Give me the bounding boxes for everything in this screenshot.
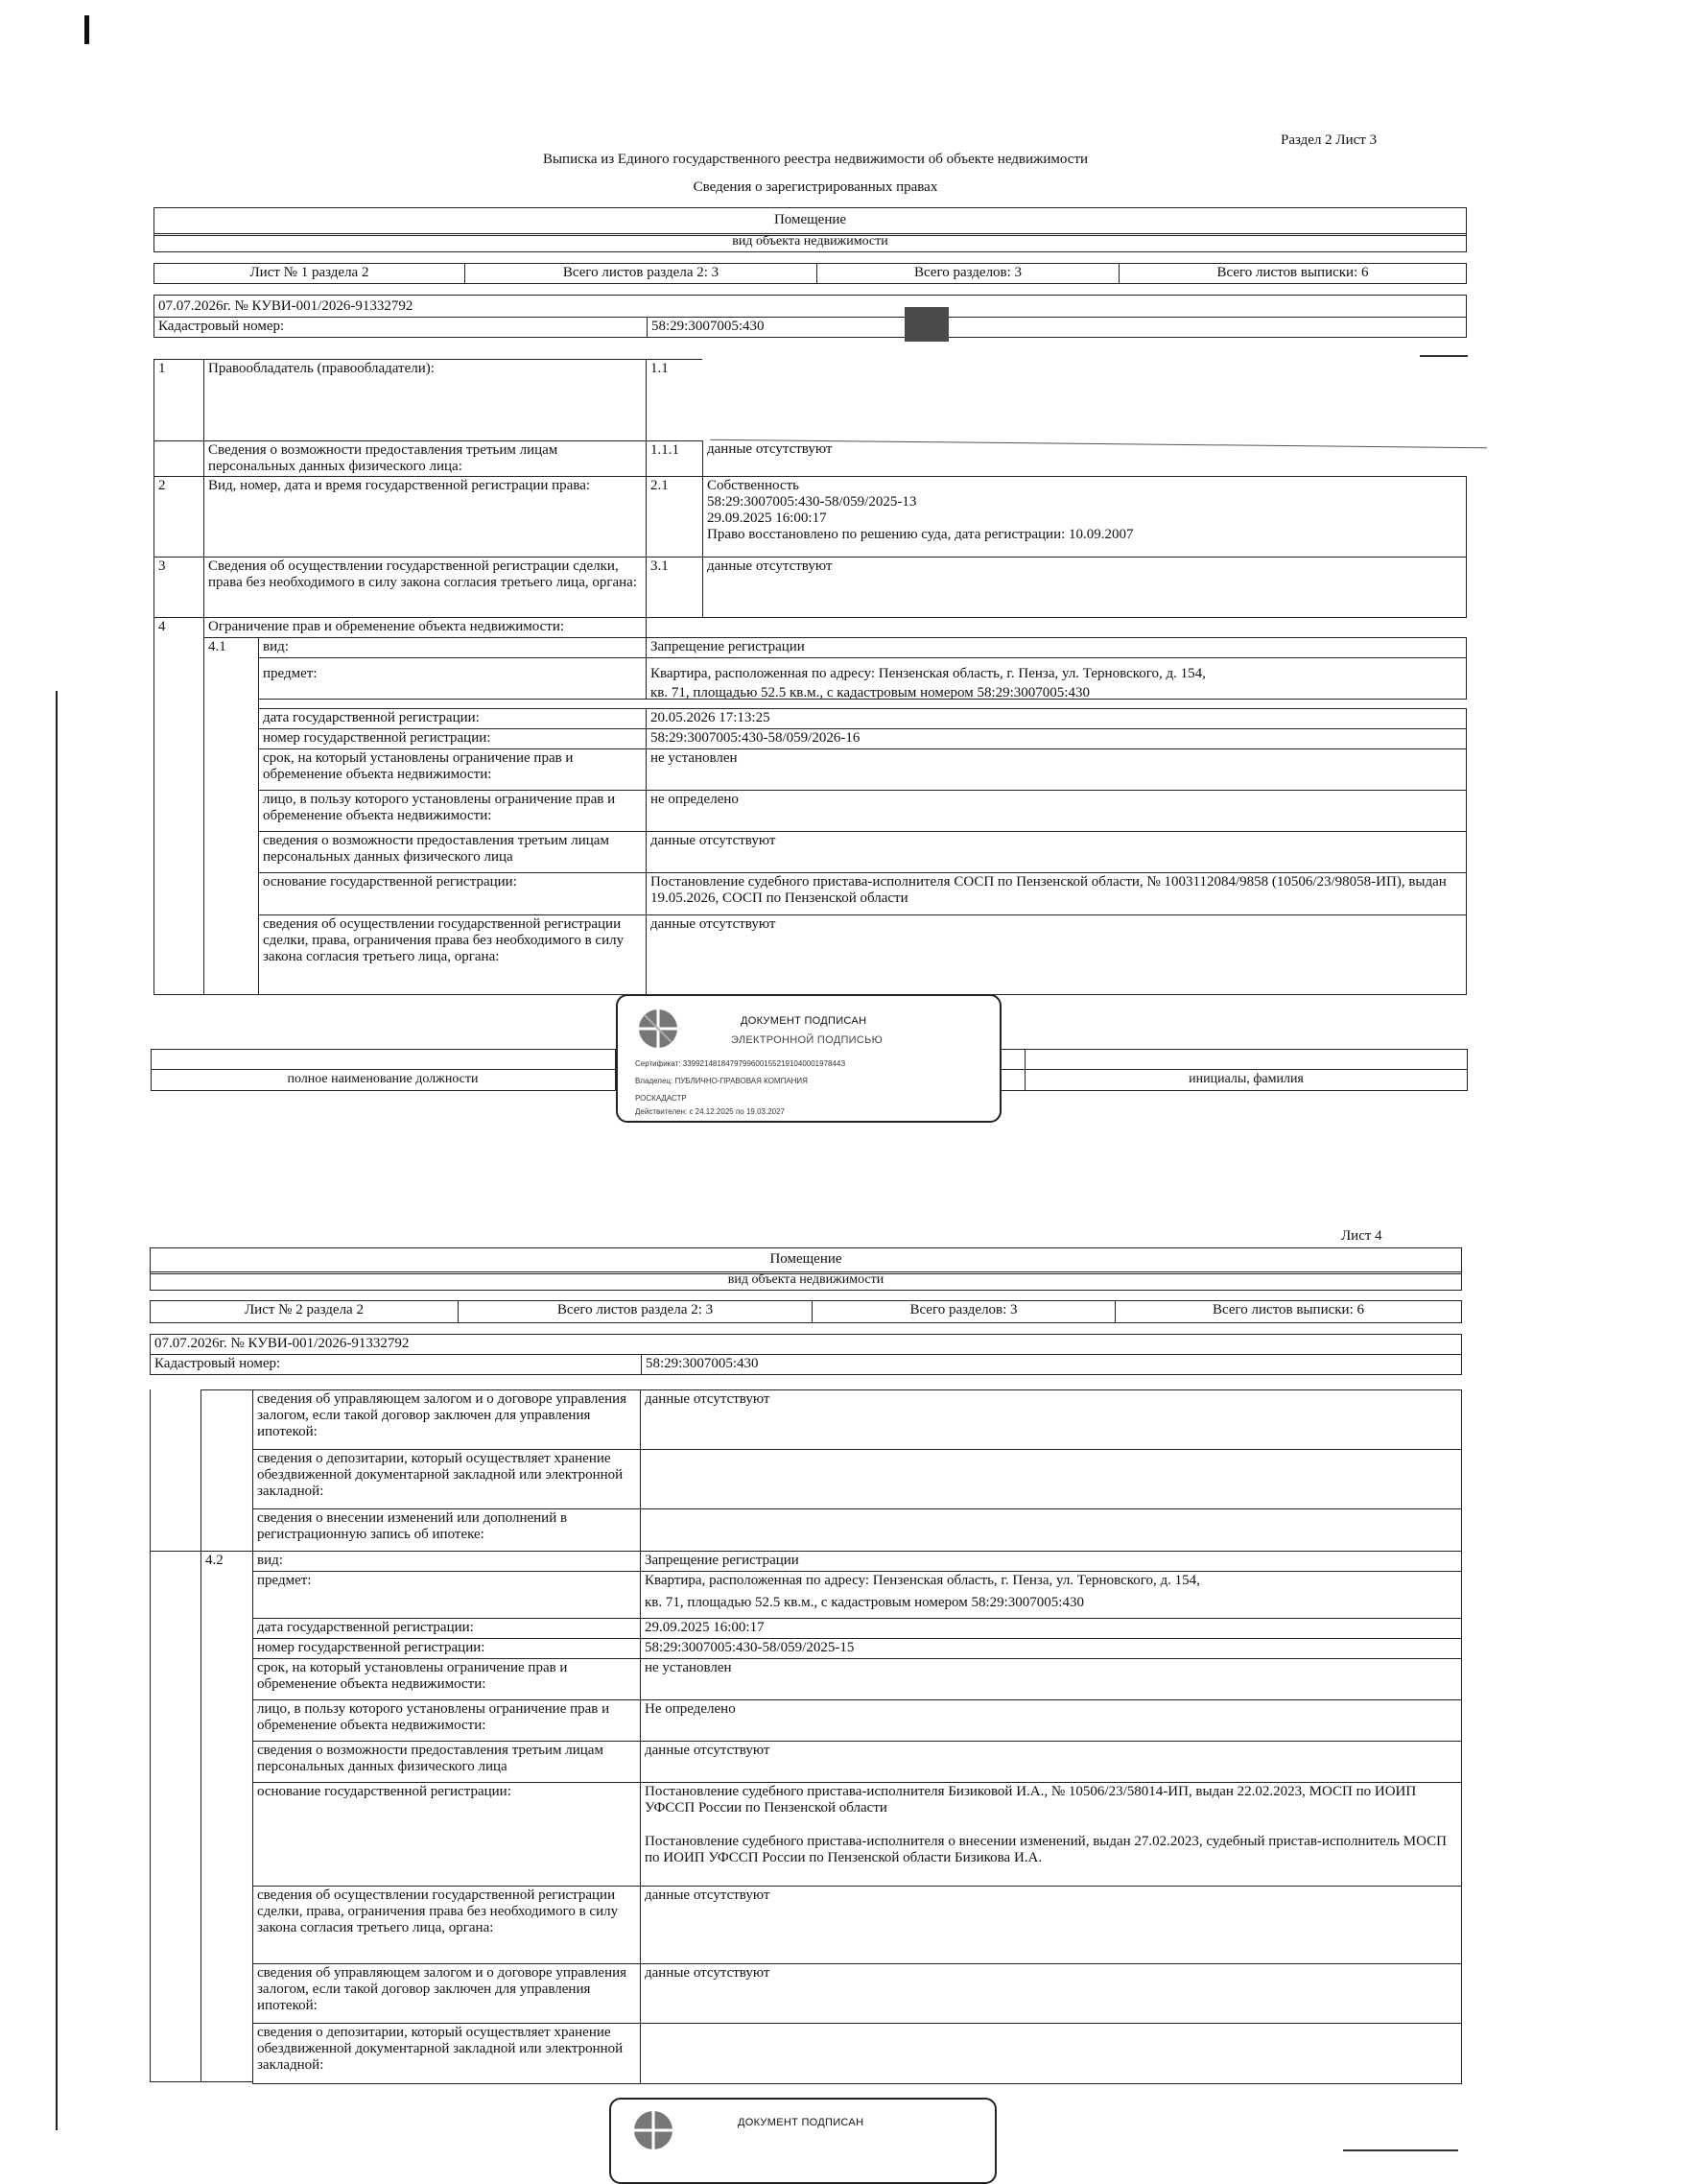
stamp-owner: Владелец: ПУБЛИЧНО-ПРАВОВАЯ КОМПАНИЯ (635, 1077, 808, 1085)
row1-subnumber: 1.1 (646, 359, 703, 441)
stamp-line2: ЭЛЕКТРОННОЙ ПОДПИСЬЮ (731, 1034, 884, 1046)
redaction-mark (905, 307, 949, 342)
a-pledge-label: сведения об управляющем залогом и о договоре управления залогом, если такой договор заключен для управления ипотекой: (252, 1389, 641, 1450)
row4-number: 4 (153, 617, 204, 995)
r41-pd-label: сведения о возможности предоставления третьим лицам персональных данных физического лица (258, 831, 647, 873)
r41-basis-value: Постановление судебного пристава-исполнителя СОСП по Пензенской области, № 1003112084/9858 (10506/23/98058-ИП), выдан 19.05.2026, СОСП по Пензенской области (646, 872, 1467, 915)
r42-person-value: Не определено (640, 1699, 1462, 1742)
scan-mark-top (84, 15, 89, 44)
continuation-column-4 (150, 1389, 201, 1552)
e-signature-stamp-2 (609, 2098, 997, 2184)
r42-term-value: не установлен (640, 1658, 1462, 1700)
a-change-label: сведения о внесении изменений или дополнений в регистрационную запись об ипотеке: (252, 1508, 641, 1552)
row-number-4-2: 4.2 (200, 1551, 253, 2082)
row1b-label: Сведения о возможности предоставления третьим лицам персональных данных физического лица: (203, 440, 647, 477)
r41-term-value: не установлен (646, 748, 1467, 791)
row1b-number (153, 440, 204, 477)
row4-label: Ограничение прав и обременение объекта недвижимости: (203, 617, 647, 638)
r41-subject-value (646, 657, 1467, 700)
object-kind-caption-2: вид объекта недвижимости (150, 1271, 1462, 1291)
r42-subject-line2: кв. 71, площадью 52.5 кв.м., с кадастровым номером 58:29:3007005:430 (645, 1595, 1084, 1610)
rosreestr-logo-icon (637, 1008, 679, 1050)
r42-pd-label: сведения о возможности предоставления третьим лицам персональных данных физического лица (252, 1741, 641, 1783)
row2-label: Вид, номер, дата и время государственной регистрации права: (203, 476, 647, 558)
r42-person-label: лицо, в пользу которого установлены ограничение прав и обременение объекта недвижимости: (252, 1699, 641, 1742)
document-title: Выписка из Единого государственного реестра недвижимости об объекте недвижимости (542, 152, 1089, 167)
stamp-validity: Действителен: с 24.12.2025 по 19.03.2027 (635, 1107, 785, 1116)
object-kind-caption: вид объекта недвижимости (153, 233, 1467, 252)
r42-basis-para1: Постановление судебного пристава-исполнителя Бизиковой И.А., № 10506/23/58014-ИП, выдан 22.02.2023, МОСП по ИОИП УФССП России по Пензенской области (645, 1784, 1417, 1816)
r41-basis-label: основание государственной регистрации: (258, 872, 647, 915)
r41-subject-label: предмет: (258, 657, 647, 700)
document-number: 07.07.2026г. № КУВИ-001/2026-91332792 (153, 295, 1467, 318)
r41-kind-label: вид: (258, 637, 647, 658)
section-sheet-label: Раздел 2 Лист 3 (1281, 132, 1378, 148)
stamp2-line1: ДОКУМЕНТ ПОДПИСАН (738, 2117, 864, 2128)
r42-pledge-label: сведения об управляющем залогом и о договоре управления залогом, если такой договор заключен для управления ипотекой: (252, 1963, 641, 2024)
rosreestr-logo-icon (632, 2109, 674, 2151)
r42-depositary-label: сведения о депозитарии, который осуществляет хранение обездвиженной документарной закладной или электронной закладной: (252, 2023, 641, 2084)
r41-date-label: дата государственной регистрации: (258, 708, 647, 729)
row3-value: данные отсутствуют (702, 557, 1467, 618)
r42-subject-line1: Квартира, расположенная по адресу: Пензенская область, г. Пенза, ул. Терновского, д. 154, (645, 1573, 1200, 1588)
r41-term-label: срок, на который установлены ограничение прав и обременение объекта недвижимости: (258, 748, 647, 791)
r41-subject-line2: кв. 71, площадью 52.5 кв.м., с кадастровым номером 58:29:3007005:430 (650, 685, 1090, 700)
a-depositary-value (640, 1449, 1462, 1509)
r42-subject-label: предмет: (252, 1571, 641, 1619)
r41-kind-value: Запрещение регистрации (646, 637, 1467, 658)
sheet-label: Лист 4 (1341, 1228, 1382, 1244)
sheets-total-2: Всего листов выписки: 6 (1115, 1300, 1462, 1323)
row2-value-line4: Право восстановлено по решению суда, дата регистрации: 10.09.2007 (707, 527, 1134, 542)
document-subtitle: Сведения о зарегистрированных правах (693, 179, 938, 195)
object-type-2: Помещение (150, 1247, 1462, 1274)
r42-consent-label: сведения об осуществлении государственной регистрации сделки, права, ограничения права без необходимого в силу закона согласия третьего лица, органа: (252, 1886, 641, 1964)
cadastral-value-2: 58:29:3007005:430 (641, 1354, 1462, 1375)
object-type: Помещение (153, 207, 1467, 236)
sheet-number: Лист № 1 раздела 2 (153, 263, 465, 284)
sections-total: Всего разделов: 3 (816, 263, 1120, 284)
r42-date-value: 29.09.2025 16:00:17 (640, 1618, 1462, 1639)
row2-value-line2: 58:29:3007005:430-58/059/2025-13 (707, 494, 917, 510)
document-number-2: 07.07.2026г. № КУВИ-001/2026-91332792 (150, 1334, 1462, 1355)
e-signature-stamp (616, 994, 1002, 1123)
r41-person-label: лицо, в пользу которого установлены ограничение прав и обременение объекта недвижимости: (258, 790, 647, 832)
r41-pd-value: данные отсутствуют (646, 831, 1467, 873)
sections-total-2: Всего разделов: 3 (812, 1300, 1116, 1323)
r41-date-value: 20.05.2026 17:13:25 (646, 708, 1467, 729)
a-change-value (640, 1508, 1462, 1552)
r42-kind-label: вид: (252, 1551, 641, 1572)
row1b-subnumber: 1.1.1 (646, 440, 703, 477)
stamp-owner2: РОСКАДАСТР (635, 1094, 687, 1103)
r41-number-label: номер государственной регистрации: (258, 728, 647, 749)
row1-label: Правообладатель (правообладатели): (203, 359, 647, 441)
r41-number-value: 58:29:3007005:430-58/059/2026-16 (646, 728, 1467, 749)
row1-number: 1 (153, 359, 204, 441)
scan-line (1420, 355, 1468, 357)
cadastral-value: 58:29:3007005:430 (647, 317, 1467, 338)
r41-consent-label: сведения об осуществлении государственной регистрации сделки, права, ограничения права без необходимого в силу закона согласия третьего лица, органа: (258, 914, 647, 995)
row2-number: 2 (153, 476, 204, 558)
r42-basis-value (640, 1782, 1462, 1887)
sheets-total: Всего листов выписки: 6 (1119, 263, 1467, 284)
row3-number: 3 (153, 557, 204, 618)
row2-value-line1: Собственность (707, 478, 799, 493)
r42-basis-para2: Постановление судебного пристава-исполнителя о внесении изменений, выдан 27.02.2023, судебный пристав-исполнитель МОСП по ИОИП УФССП России по Пензенской области Бизикова И.А. (645, 1834, 1447, 1865)
footer-name-caption: инициалы, фамилия (1189, 1072, 1304, 1086)
stamp-line1: ДОКУМЕНТ ПОДПИСАН (741, 1015, 867, 1027)
row2-value-line3: 29.09.2025 16:00:17 (707, 510, 827, 526)
r42-pledge-value: данные отсутствуют (640, 1963, 1462, 2024)
r41-subject-line1: Квартира, расположенная по адресу: Пензенская область, г. Пенза, ул. Терновского, д. 154, (650, 666, 1206, 681)
r42-basis-label: основание государственной регистрации: (252, 1782, 641, 1887)
continuation-column-4-1 (200, 1389, 253, 1552)
row4-number-4-1: 4.1 (203, 637, 259, 995)
r41-person-value: не определено (646, 790, 1467, 832)
r42-consent-value: данные отсутствуют (640, 1886, 1462, 1964)
row1b-value: данные отсутствуют (702, 440, 1467, 477)
r41-consent-value: данные отсутствуют (646, 914, 1467, 995)
redacted-owner-area (702, 359, 1467, 441)
footer-position-caption: полное наименование должности (287, 1072, 479, 1086)
row3-label: Сведения об осуществлении государственной регистрации сделки, права без необходимого в силу закона согласия третьего лица, органа: (203, 557, 647, 618)
r42-kind-value: Запрещение регистрации (640, 1551, 1462, 1572)
row2-subnumber: 2.1 (646, 476, 703, 558)
sheets-in-section: Всего листов раздела 2: 3 (464, 263, 817, 284)
r42-date-label: дата государственной регистрации: (252, 1618, 641, 1639)
r42-number-value: 58:29:3007005:430-58/059/2025-15 (640, 1638, 1462, 1659)
cadastral-label: Кадастровый номер: (153, 317, 648, 338)
sheet-number-2: Лист № 2 раздела 2 (150, 1300, 459, 1323)
continuation-column-4b (150, 1551, 201, 2082)
row2-value (702, 476, 1467, 558)
r42-subject-value (640, 1571, 1462, 1619)
r42-number-label: номер государственной регистрации: (252, 1638, 641, 1659)
a-depositary-label: сведения о депозитарии, который осуществляет хранение обездвиженной документарной закладной или электронной закладной: (252, 1449, 641, 1509)
r42-depositary-value (640, 2023, 1462, 2084)
a-pledge-value: данные отсутствуют (640, 1389, 1462, 1450)
scan-line-bottom (1343, 2149, 1458, 2151)
row3-subnumber: 3.1 (646, 557, 703, 618)
scan-line-left (56, 691, 58, 2130)
r42-term-label: срок, на который установлены ограничение прав и обременение объекта недвижимости: (252, 1658, 641, 1700)
stamp-certificate: Сертификат: 3399214818479799600155219104000197844З (635, 1059, 846, 1068)
cadastral-label-2: Кадастровый номер: (150, 1354, 642, 1375)
r42-pd-value: данные отсутствуют (640, 1741, 1462, 1783)
sheets-in-section-2: Всего листов раздела 2: 3 (458, 1300, 813, 1323)
